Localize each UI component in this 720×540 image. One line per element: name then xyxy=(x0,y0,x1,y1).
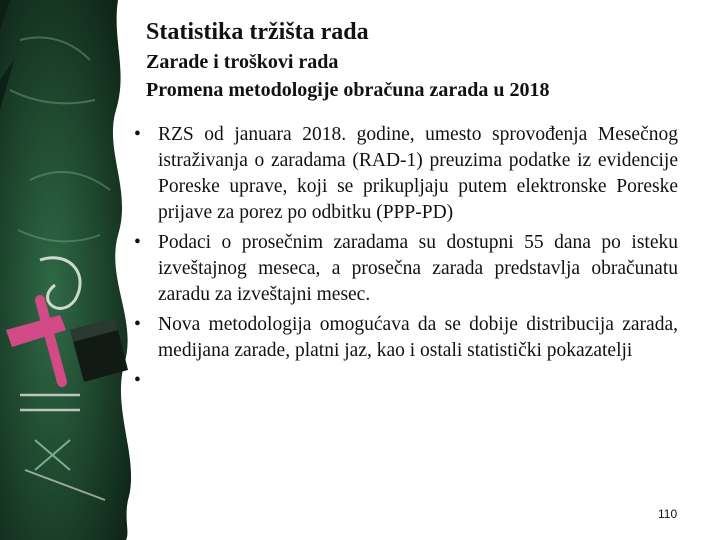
bullet-item xyxy=(132,230,678,308)
bullet-list xyxy=(132,122,678,398)
bullet-text: RZS od januara 2018. godine, umesto sprovođenja Mesečnog istraživanja o zaradama (RAD-1) preuzima podatke iz evidencije Poreske uprave, koji se prikupljaju putem elektronske Poreske prijave za porez po odbitku (PPP-PD) xyxy=(158,124,678,223)
title-block xyxy=(146,16,706,104)
slide-subtitle-1: Zarade i troškovi rada xyxy=(146,51,339,73)
bullet-marker: • xyxy=(134,124,141,145)
bullet-text: Nova metodologija omogućava da se dobije distribucija zarada, medijana zarade, platni jaz, kao i ostali statistički pokazatelji xyxy=(158,314,678,361)
bullet-marker: • xyxy=(134,232,141,253)
chalkboard-image xyxy=(0,0,150,540)
bullet-item xyxy=(132,122,678,226)
bullet-item xyxy=(132,312,678,364)
bullet-item xyxy=(132,368,678,394)
slide-subtitle-2: Promena metodologije obračuna zarada u 2018 xyxy=(146,79,550,101)
bullet-marker: • xyxy=(134,370,141,391)
page-number: 110 xyxy=(658,507,678,521)
bullet-marker: • xyxy=(134,314,141,335)
slide-title: Statistika tržišta rada xyxy=(146,19,369,45)
bullet-text: Podaci o prosečnim zaradama su dostupni 55 dana po isteku izveštajnog meseca, a prosečna zarada predstavlja obračunatu zaradu za izveštajni mesec. xyxy=(158,232,678,305)
